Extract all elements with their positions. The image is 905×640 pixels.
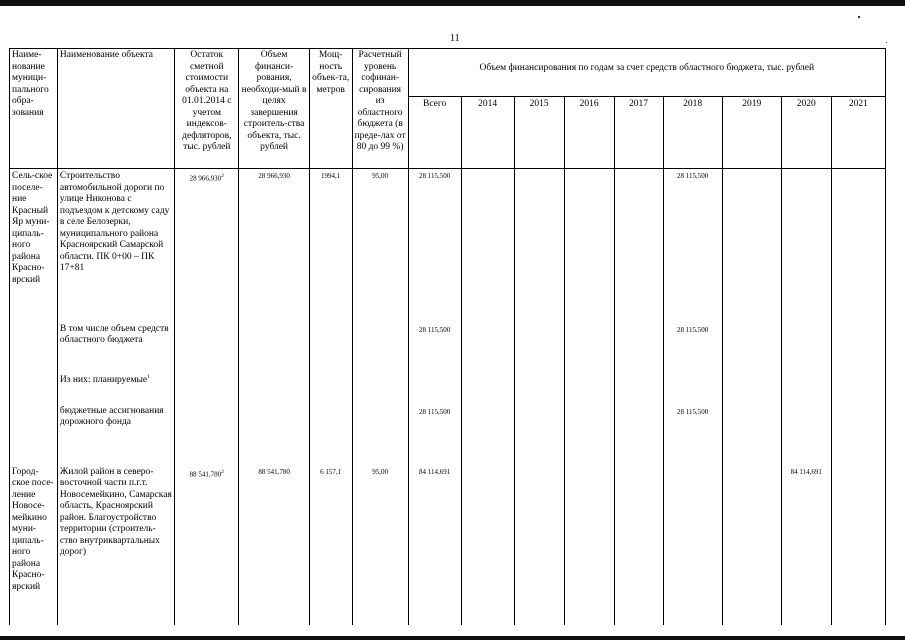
empty-cell <box>614 323 663 371</box>
cofinance-cell: 95,00 <box>352 169 408 323</box>
empty-cell <box>461 405 514 465</box>
footnote-mark: 1 <box>147 373 150 380</box>
top-scan-border <box>0 0 905 6</box>
y2014-cell <box>461 169 514 323</box>
header-capacity: Мощ-ность объек-та, метров <box>309 49 352 169</box>
empty-cell <box>514 465 564 625</box>
empty-cell <box>831 465 885 625</box>
empty-cell <box>564 465 614 625</box>
empty-cell <box>175 371 239 405</box>
empty-cell <box>781 371 831 405</box>
empty-cell <box>175 323 239 371</box>
header-year-2017: 2017 <box>614 97 663 169</box>
scan-speck <box>858 16 860 18</box>
empty-cell <box>514 323 564 371</box>
empty-cell <box>514 371 564 405</box>
header-year-2019: 2019 <box>722 97 781 169</box>
table-row <box>10 405 886 465</box>
empty-cell <box>239 405 309 465</box>
object-name-cell: Из них: планируемые$^1$ <box>57 371 174 405</box>
empty-cell <box>352 405 408 465</box>
header-year-2018: 2018 <box>663 97 722 169</box>
y2018-cell <box>663 465 722 625</box>
empty-cell <box>175 405 239 465</box>
y2018-cell: 28 115,500 <box>663 323 722 371</box>
header-year-2016: 2016 <box>564 97 614 169</box>
empty-cell <box>781 405 831 465</box>
empty-cell <box>564 405 614 465</box>
empty-cell <box>564 371 614 405</box>
header-funding-needed: Объем финанси-рования, необходи-мый в целях завершения строитель-ства объекта, тыс. рублей <box>239 49 309 169</box>
y2017-cell <box>614 169 663 323</box>
total-cell: 84 114,691 <box>408 465 461 625</box>
empty-cell <box>461 465 514 625</box>
cofinance-cell: 95,00 <box>352 465 408 625</box>
header-cofinance-level: Расчетный уровень софинан-сирования из областного бюджета (в преде-лах от 80 до 99 %) <box>352 49 408 169</box>
empty-cell <box>722 465 781 625</box>
header-year-2015: 2015 <box>514 97 564 169</box>
header-year-2020: 2020 <box>781 97 831 169</box>
object-name-cell: Жилой район в северо-восточной части п.г.т. Новосемейкино, Самарская область, Красноярский район. Благоустройство территории (строитель-ство внутриквартальных дорог) <box>57 465 174 625</box>
page-number: 11 <box>450 33 460 44</box>
header-total: Всего <box>408 97 461 169</box>
funding-needed-cell: 88 541,780 <box>239 465 309 625</box>
y2020-cell <box>781 169 831 323</box>
empty-cell <box>352 371 408 405</box>
object-name-cell: В том числе объем средств областного бюджета <box>57 323 174 371</box>
footnote-mark: 2 <box>221 468 224 475</box>
header-object-name: Наименование объекта <box>57 49 174 169</box>
remaining-cost-cell: 88 541,780$^2$ <box>175 465 239 625</box>
empty-cell <box>564 323 614 371</box>
y2018-cell: 28 115,500 <box>663 405 722 465</box>
header-year-2021: 2021 <box>831 97 885 169</box>
municipality-cell: Город-ское посе-ление Новосе-мейкино муни-ципаль-ного района Красно-ярский <box>10 465 58 625</box>
empty-cell <box>722 371 781 405</box>
capacity-cell: 1994,1 <box>309 169 352 323</box>
total-cell <box>408 371 461 405</box>
empty-cell <box>831 405 885 465</box>
header-year-2014: 2014 <box>461 97 514 169</box>
empty-cell <box>239 371 309 405</box>
empty-cell <box>461 323 514 371</box>
object-name-cell: бюджетные ассигнования дорожного фонда <box>57 405 174 465</box>
y2019-cell <box>722 169 781 323</box>
total-cell: 28 115,500 <box>408 169 461 323</box>
funding-needed-cell: 28 966,930 <box>239 169 309 323</box>
empty-cell <box>614 371 663 405</box>
y2016-cell <box>564 169 614 323</box>
table-row <box>10 371 886 405</box>
y2015-cell <box>514 169 564 323</box>
empty-cell <box>722 405 781 465</box>
table-row <box>10 465 886 625</box>
y2018-cell: 28 115,500 <box>663 169 722 323</box>
empty-cell <box>309 371 352 405</box>
municipality-cell: Сель-ское поселе-ние Красный Яр муни-ципаль-ного района Красно-ярский <box>10 169 58 323</box>
table-row <box>10 169 886 323</box>
empty-cell <box>781 323 831 371</box>
empty-cell <box>614 465 663 625</box>
header-financing-by-year: Объем финансирования по годам за счет средств областного бюджета, тыс. рублей <box>408 49 885 97</box>
capacity-cell: 6 157,1 <box>309 465 352 625</box>
object-name-cell: Строительство автомобильной дороги по улице Никонова с подъездом к детскому саду в селе Белозерки, муниципального района Красноярский Самарской области. ПК 0+00 – ПК 17+81 <box>57 169 174 323</box>
bottom-scan-border <box>0 636 905 640</box>
empty-cell <box>10 405 58 465</box>
empty-cell <box>309 323 352 371</box>
empty-cell <box>514 405 564 465</box>
empty-cell <box>831 371 885 405</box>
financing-table <box>9 48 886 625</box>
empty-cell <box>722 323 781 371</box>
y2021-cell <box>831 169 885 323</box>
empty-cell <box>614 405 663 465</box>
table-row <box>10 323 886 371</box>
empty-cell <box>831 323 885 371</box>
empty-cell <box>461 371 514 405</box>
header-remaining-cost: Остаток сметной стоимости объекта на 01.01.2014 с учетом индексов-дефляторов, тыс. рублей <box>175 49 239 169</box>
y2018-cell <box>663 371 722 405</box>
footnote-mark: 2 <box>221 173 224 179</box>
empty-cell <box>309 405 352 465</box>
empty-cell <box>10 371 58 405</box>
total-cell: 28 115,500 <box>408 405 461 465</box>
empty-cell <box>352 323 408 371</box>
y2020-cell: 84 114,691 <box>781 465 831 625</box>
empty-cell <box>239 323 309 371</box>
header-municipality: Наиме-нование муници-пального обра-зования <box>10 49 58 169</box>
remaining-cost-cell: 28 966,930$^2$ <box>175 169 239 323</box>
empty-cell <box>10 323 58 371</box>
scan-speck <box>886 42 887 43</box>
total-cell: 28 115,500 <box>408 323 461 371</box>
